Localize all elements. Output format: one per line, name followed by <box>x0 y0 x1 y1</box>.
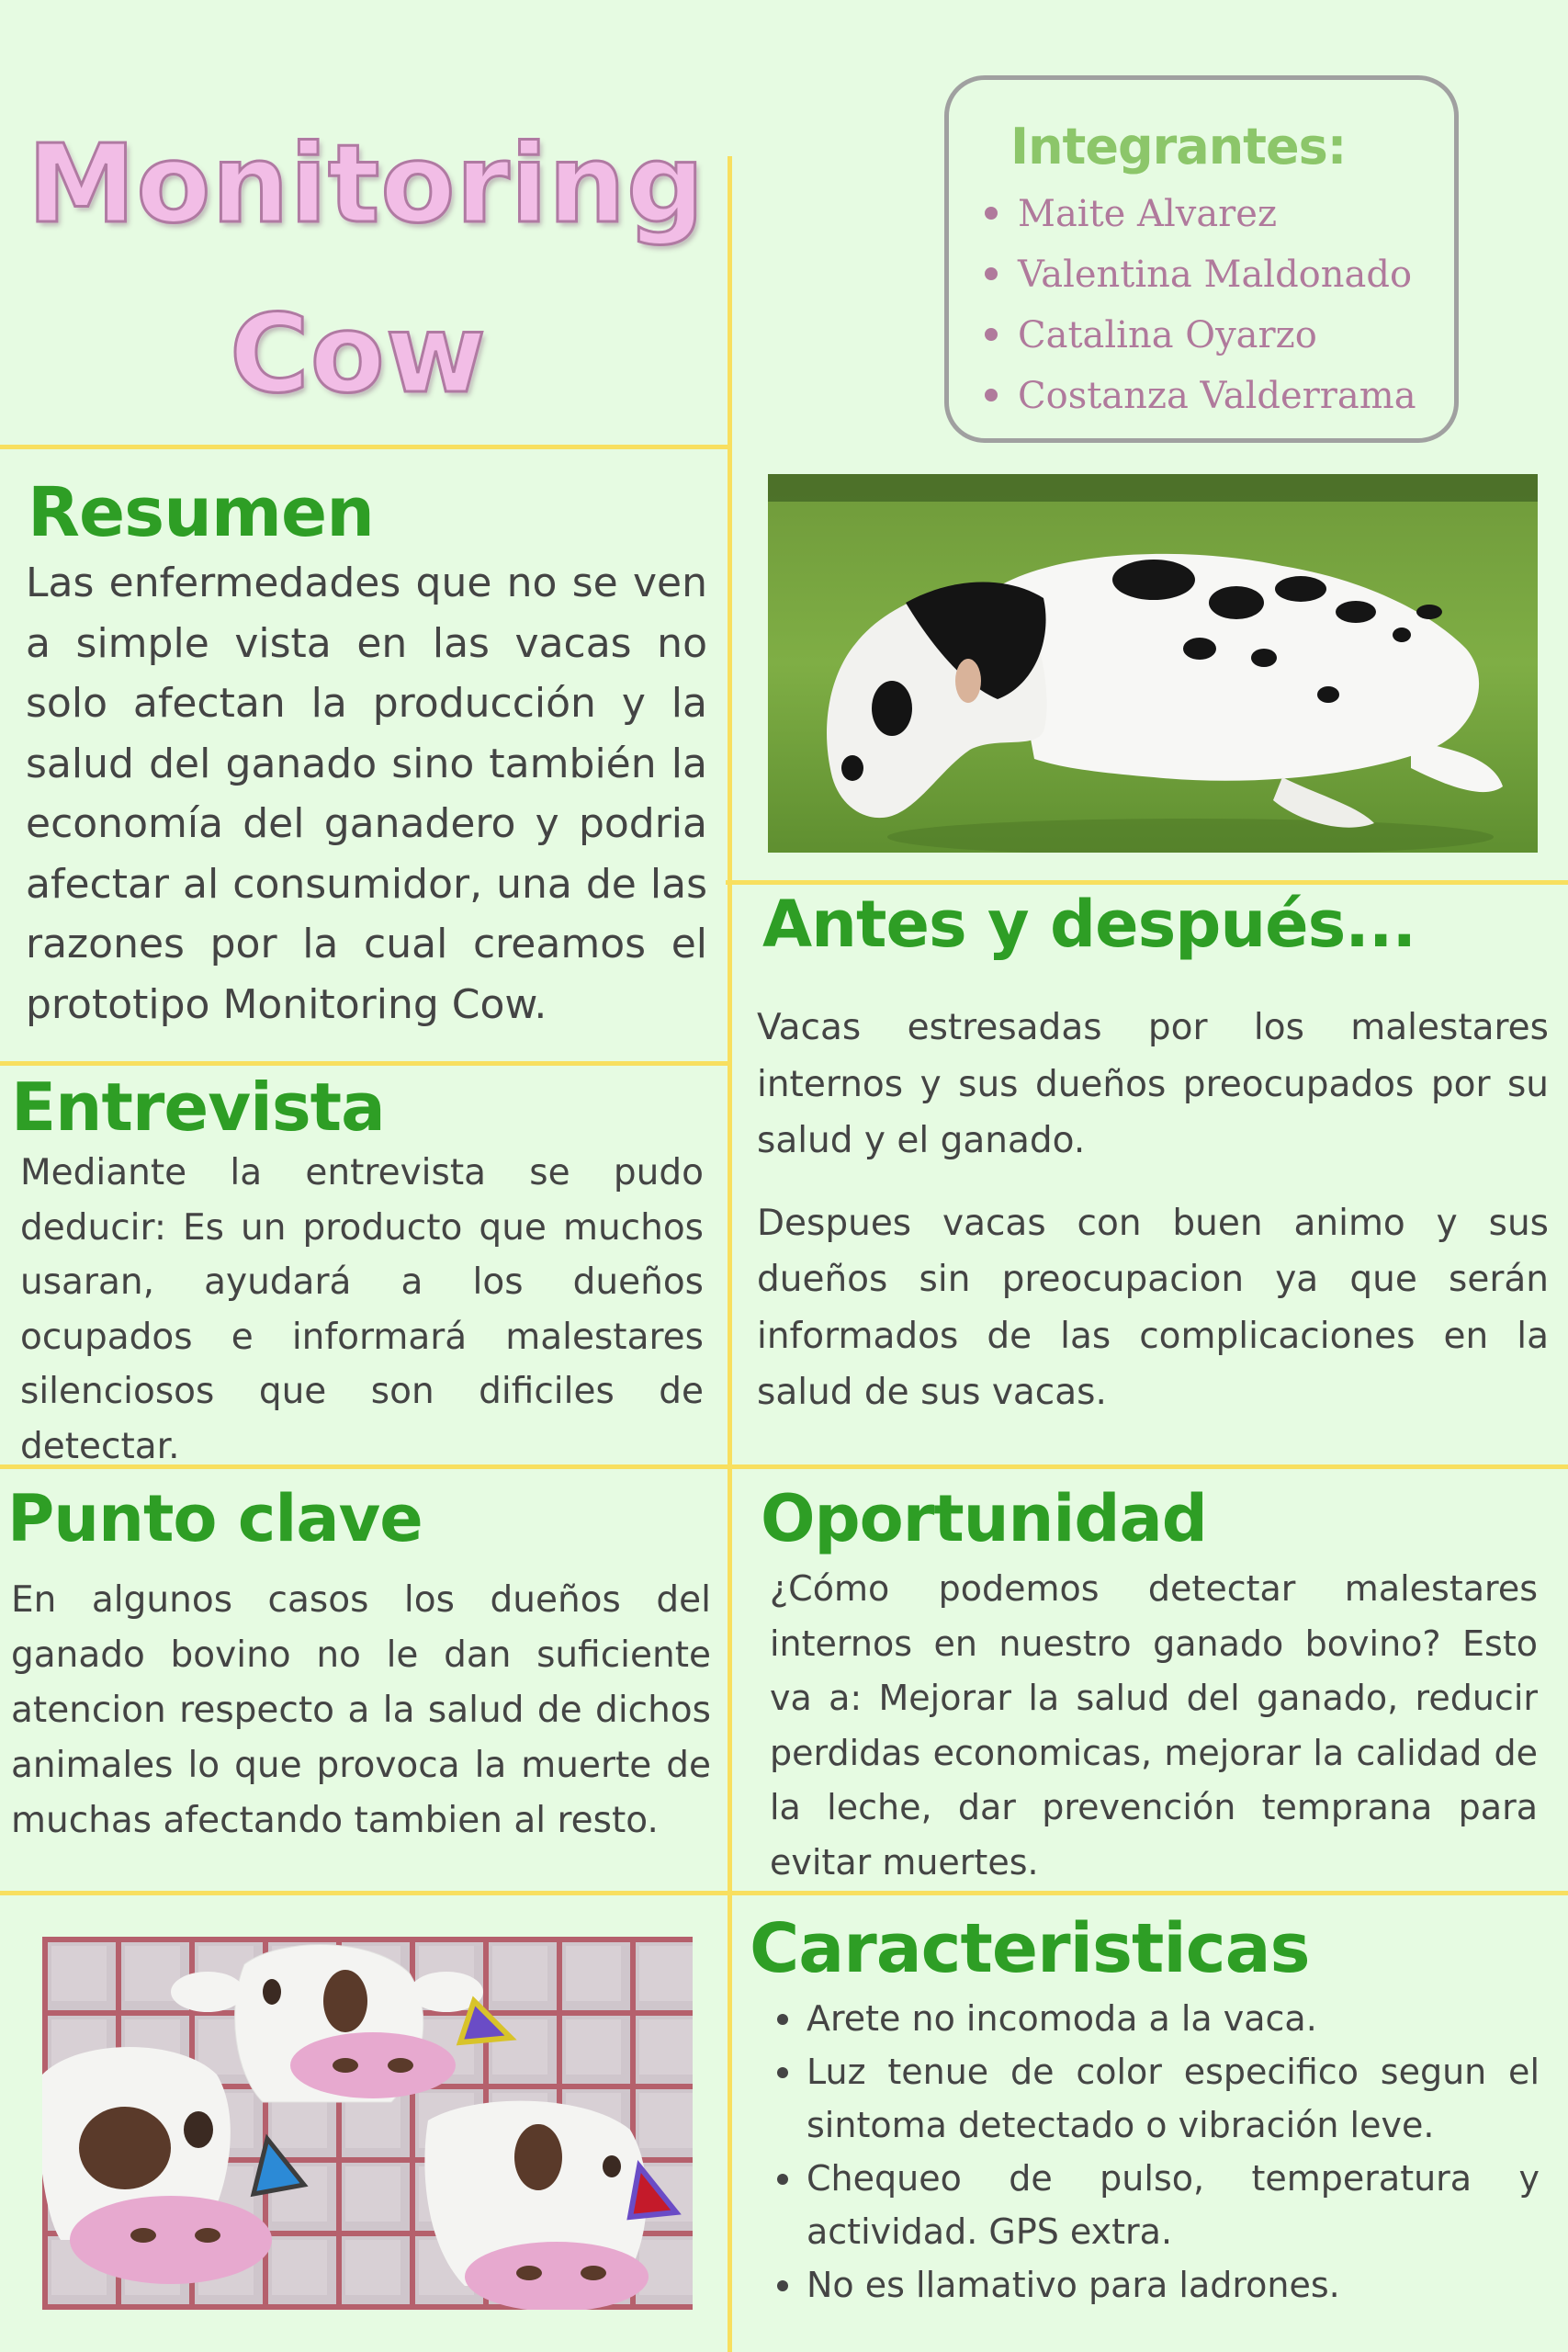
divider-full-2 <box>0 1891 1568 1895</box>
member-item: Valentina Maldonado <box>985 244 1416 305</box>
antes-paragraph: Vacas estresadas por los malestares internos y sus dueños preocupados por su salud y el ganado. <box>757 1007 1549 1161</box>
punto-clave-heading: Punto clave <box>7 1481 423 1556</box>
caracteristica-item: No es llamativo para ladrones. <box>775 2258 1540 2312</box>
lying-cow-photo <box>768 474 1538 853</box>
divider-left-1 <box>0 445 730 449</box>
antes-despues-text <box>757 1000 1549 1421</box>
caracteristicas-heading: Caracteristicas <box>750 1909 1310 1988</box>
despues-paragraph: Despues vacas con buen animo y sus dueños sin preocupacion ya que serán informados de las complicaciones en la salud de sus vacas. <box>757 1202 1549 1413</box>
divider-vertical <box>728 156 732 2352</box>
members-list <box>985 184 1416 426</box>
members-heading: Integrantes: <box>1010 118 1347 175</box>
punto-clave-text: En algunos casos los dueños del ganado bovino no le dan suficiente atencion respecto a la salud de dichos animales lo que provoca la muerte de muchas afectando tambien al resto. <box>11 1579 711 1841</box>
oportunidad-heading: Oportunidad <box>761 1481 1207 1556</box>
resumen-text: Las enfermedades que no se ven a simple vista en las vacas no solo afectan la producción y la salud del ganado sino también la economía del ganadero y podria afectar al consumidor, una de las razones por la cual creamos el prototipo Monitoring Cow. <box>26 560 707 1028</box>
member-item: Catalina Oyarzo <box>985 305 1416 366</box>
bullet-icon <box>985 389 998 401</box>
member-item: Costanza Valderrama <box>985 366 1416 426</box>
prototype-craft-photo <box>42 1937 693 2310</box>
divider-right-1 <box>726 880 1568 885</box>
title-line-1: Monitoring <box>28 120 705 247</box>
caracteristicas-list <box>775 1992 1540 2312</box>
bullet-icon <box>985 207 998 220</box>
resumen-heading: Resumen <box>28 473 374 552</box>
caracteristica-item: Luz tenue de color especifico segun el sintoma detectado o vibración leve. <box>775 2045 1540 2152</box>
bullet-icon <box>985 267 998 280</box>
divider-left-2 <box>0 1061 730 1066</box>
bullet-icon <box>985 328 998 341</box>
antes-despues-heading: Antes y después... <box>762 887 1416 962</box>
title-line-2: Cow <box>230 290 487 417</box>
caracteristica-item: Chequeo de pulso, temperatura y actividad. GPS extra. <box>775 2152 1540 2258</box>
caracteristica-item: Arete no incomoda a la vaca. <box>775 1992 1540 2045</box>
entrevista-text: Mediante la entrevista se pudo deducir: Es un producto que muchos usaran, ayudará a los dueños ocupados e informará malestares silenciosos que son dificiles de detectar. <box>20 1152 704 1467</box>
oportunidad-text: ¿Cómo podemos detectar malestares internos en nuestro ganado bovino? Esto va a: Mejorar la salud del ganado, reducir perdidas economicas, mejorar la calidad de la leche, dar prevención temprana para evitar muertes. <box>770 1568 1538 1883</box>
entrevista-heading: Entrevista <box>11 1069 385 1146</box>
member-item: Maite Alvarez <box>985 184 1416 244</box>
